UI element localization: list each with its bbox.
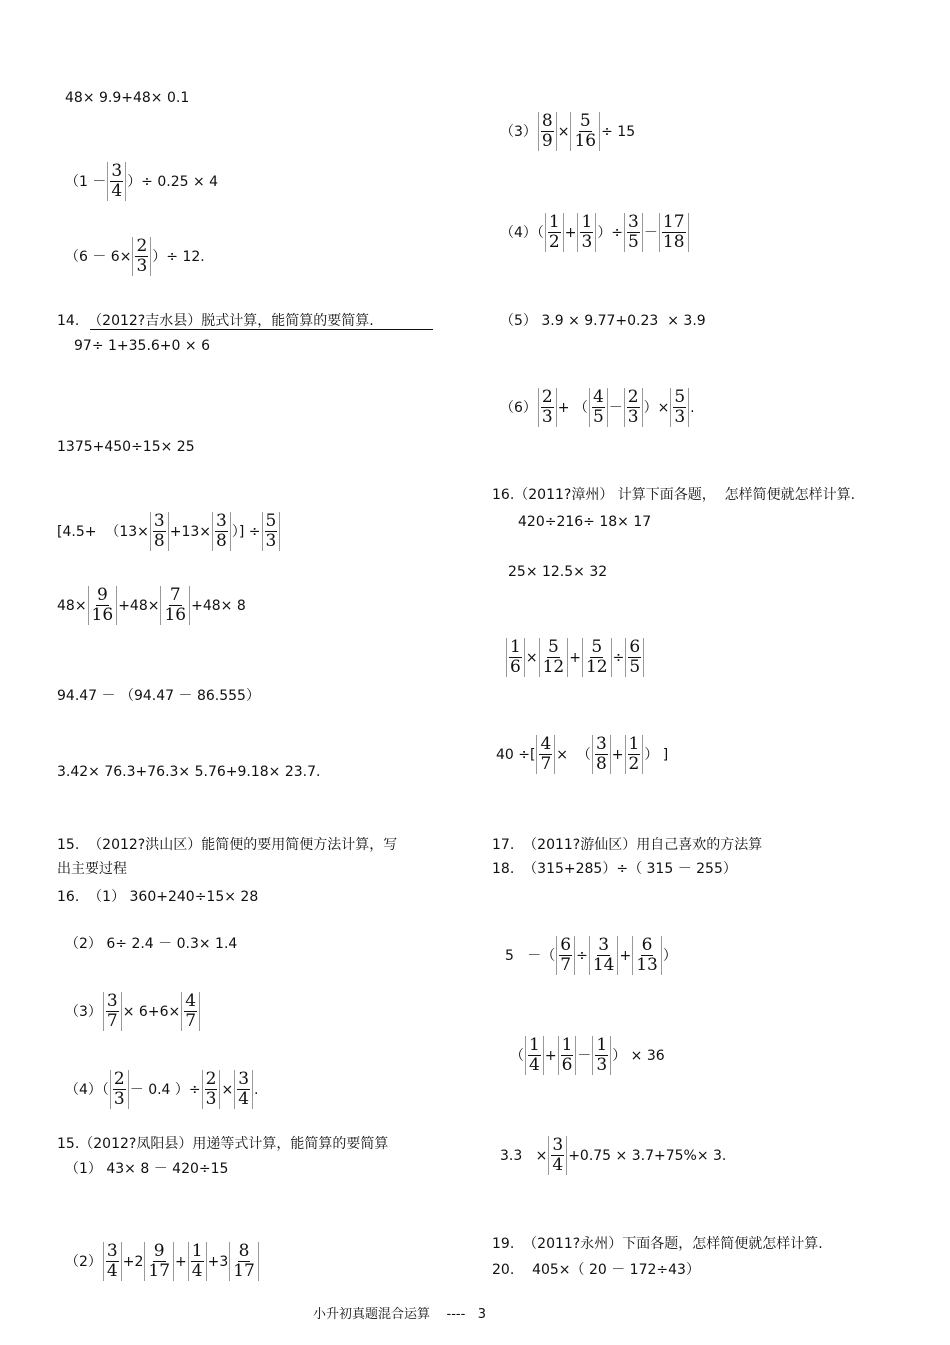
problem-line: 48× $\frac{9}{16}$ +48× $\frac{7}{16}$ +48× 8 xyxy=(57,585,246,625)
problem-line: 1375+450÷15× 25 xyxy=(57,439,195,455)
problem-line: （2） 3 4 +2 9 17 + $\frac{1}{4}$ +3 8 17 xyxy=(65,1242,260,1281)
fraction: $\frac{3}{8}$ xyxy=(212,512,231,551)
fraction: $\frac{6}{5}$ xyxy=(625,638,644,677)
fraction: 1 2 xyxy=(545,213,564,252)
fraction: 17 18 xyxy=(659,213,689,252)
fraction: 2 3 xyxy=(538,388,557,427)
question-heading: 出主要过程 xyxy=(57,861,127,877)
question-heading: 20. 405×（ 20 － 172÷43） xyxy=(492,1262,700,1278)
question-heading: 17. （2011?游仙区）用自己喜欢的方法算 xyxy=(492,837,763,853)
question-heading: 19. （2011?永州）下面各题，怎样简便就怎样计算. xyxy=(492,1236,823,1252)
question-heading: 15.（2012?凤阳县）用递等式计算，能简算的要简算 xyxy=(57,1136,389,1152)
fraction: $\frac{5}{16}$ xyxy=(570,112,600,151)
fraction: $\frac{5}{12}$ xyxy=(539,638,569,677)
page-footer: 小升初真题混合运算 ---- 3 xyxy=(313,1307,486,1322)
fraction: $\frac{1}{3}$ xyxy=(577,213,596,252)
fraction: $\frac{9}{16}$ xyxy=(88,586,118,625)
fraction: $\frac{3}{4}$ xyxy=(234,1070,253,1109)
problem-line: （3） $\frac{8}{9}$ × $\frac{5}{16}$ ÷ 15 xyxy=(500,111,636,151)
fraction: 1 4 xyxy=(525,1036,544,1075)
fraction: $\frac{8}{9}$ xyxy=(538,112,557,151)
problem-line: 94.47 － （94.47 － 86.555） xyxy=(57,688,260,704)
fraction: $\frac{6}{7}$ xyxy=(556,936,575,975)
problem-line: （ 1 4 + $\frac{1}{6}$ － 1 3 ） × 36 xyxy=(510,1035,665,1075)
problem-line: 3.42× 76.3+76.3× 5.76+9.18× 23.7. xyxy=(57,764,321,780)
problem-line: 3.3 × $\frac{3}{4}$ +0.75 × 3.7+75%× 3. xyxy=(500,1135,727,1175)
fraction: $\frac{3}{8}$ xyxy=(150,512,169,551)
fraction: $\frac{6}{13}$ xyxy=(632,936,662,975)
fraction: $\frac{3}{7}$ xyxy=(103,992,122,1031)
fraction: $\frac{2}{3}$ xyxy=(132,237,151,276)
fraction: $\frac{3}{5}$ xyxy=(624,213,643,252)
fraction: 2 3 xyxy=(110,1070,129,1109)
fraction: 9 17 xyxy=(144,1242,174,1281)
problem-line: [4.5+ （13× $\frac{3}{8}$ +13× $\frac{3}{8}$ ）] ÷ $\frac{5}{3}$ xyxy=(57,512,281,551)
fraction: $\frac{5}{12}$ xyxy=(582,638,612,677)
problem-line: （4）（ 1 2 + $\frac{1}{3}$ ）÷ $\frac{3}{5}$ － 17 18 xyxy=(500,213,690,252)
problem-line: （2） 6÷ 2.4 － 0.3× 1.4 xyxy=(65,936,238,952)
fraction: $\frac{1}{4}$ xyxy=(188,1242,207,1281)
question-heading: 14. （2012?吉水县）脱式计算，能简算的要简算. xyxy=(57,313,374,329)
problem-line: 25× 12.5× 32 xyxy=(508,564,608,580)
question-heading: 15. （2012?洪山区）能简便的要用简便方法计算，写 xyxy=(57,837,398,853)
fraction: $\frac{3}{4}$ xyxy=(548,1136,567,1175)
problem-line: $\frac{1}{6}$ × $\frac{5}{12}$ + $\frac{5}{12}$ ÷ $\frac{6}{5}$ xyxy=(505,638,645,677)
problem-line: （1） 43× 8 － 420÷15 xyxy=(65,1161,229,1177)
problem-line: （4）（ 2 3 － 0.4 ）÷ $\frac{2}{3}$ × $\frac{3}{4}$ . xyxy=(65,1069,259,1109)
divider-line xyxy=(90,329,433,330)
problem-line: 48× 9.9+48× 0.1 xyxy=(65,90,190,106)
fraction: $\frac{4}{7}$ xyxy=(181,992,200,1031)
fraction: $\frac{5}{3}$ xyxy=(670,388,689,427)
fraction: 2 3 xyxy=(624,388,643,427)
fraction: $\frac{2}{3}$ xyxy=(202,1070,221,1109)
problem-line: （6 － 6× $\frac{2}{3}$ ）÷ 12. xyxy=(65,236,205,276)
fraction: $\frac{4}{7}$ xyxy=(536,735,555,774)
fraction: 4 5 xyxy=(589,388,608,427)
problem-line: 40 ÷[ $\frac{4}{7}$ × （ 3 8 + $\frac{1}{2}$ ） ] xyxy=(496,734,669,774)
problem-line: （3） $\frac{3}{7}$ × 6+6× $\frac{4}{7}$ xyxy=(65,992,201,1031)
fraction: $\frac{7}{16}$ xyxy=(160,586,190,625)
fraction: $\frac{1}{2}$ xyxy=(625,735,644,774)
fraction: 8 17 xyxy=(229,1242,259,1281)
problem-line: （5） 3.9 × 9.77+0.23 × 3.9 xyxy=(500,313,706,329)
fraction: 3 4 xyxy=(107,162,126,201)
problem-line: 16. （1） 360+240÷15× 28 xyxy=(57,889,259,905)
problem-line: （1 － 3 4 ）÷ 0.25 × 4 xyxy=(65,161,219,201)
fraction: $\frac{3}{14}$ xyxy=(589,936,619,975)
fraction: $\frac{5}{3}$ xyxy=(262,512,281,551)
problem-line: 420÷216÷ 18× 17 xyxy=(518,514,652,530)
fraction: 3 8 xyxy=(592,735,611,774)
fraction: 1 3 xyxy=(592,1036,611,1075)
question-heading: 18. （315+285）÷（ 315 － 255） xyxy=(492,861,737,877)
problem-line: （6） 2 3 + （ 4 5 － 2 3 ）× $\frac{5}{3}$ . xyxy=(500,387,695,427)
fraction: $\frac{1}{6}$ xyxy=(506,638,525,677)
question-heading: 16.（2011?漳州） 计算下面各题， 怎样简便就怎样计算. xyxy=(492,487,856,503)
fraction: $\frac{1}{6}$ xyxy=(558,1036,577,1075)
problem-line: 97÷ 1+35.6+0 × 6 xyxy=(74,338,210,354)
fraction: 3 4 xyxy=(103,1242,122,1281)
problem-line: 5 －（ $\frac{6}{7}$ ÷ $\frac{3}{14}$ + $\frac{6}{13}$ ） xyxy=(505,935,677,975)
